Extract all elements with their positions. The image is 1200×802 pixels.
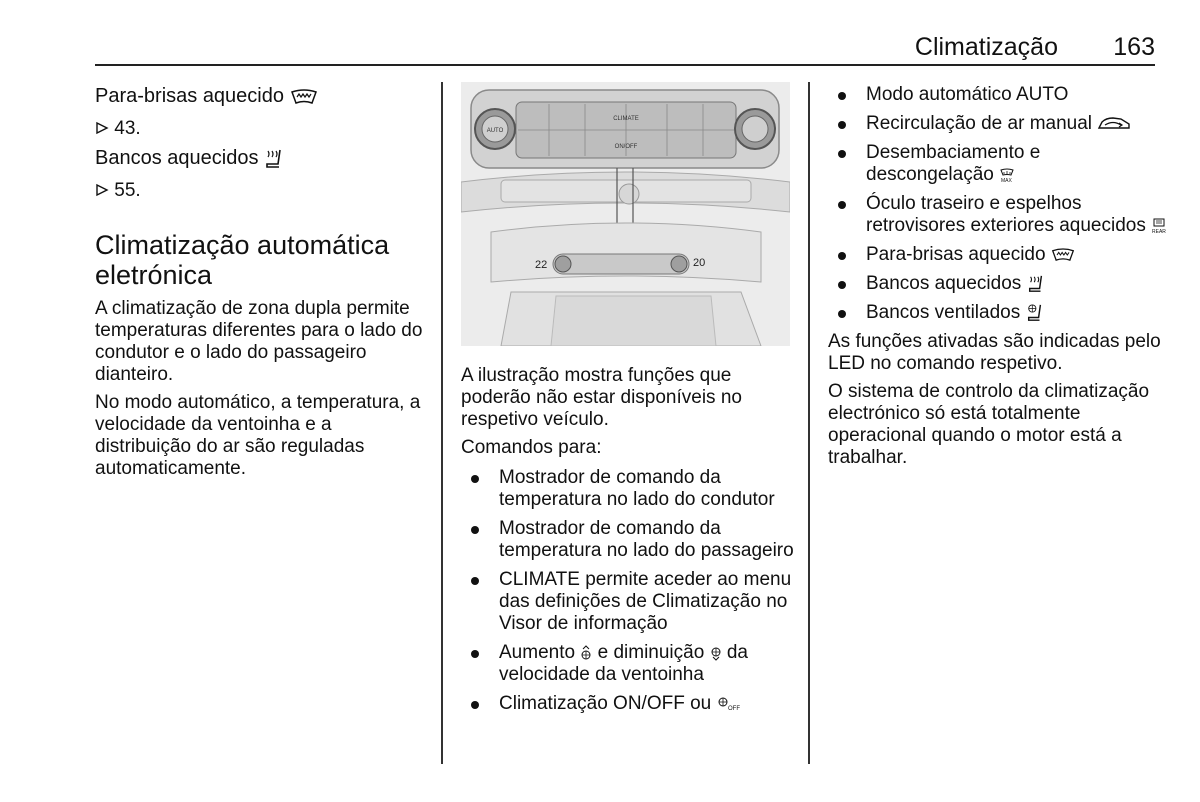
arrow-ref-icon [95,121,109,135]
recirculation-icon [1097,116,1131,132]
column-divider-right [808,82,810,764]
heated-windscreen-icon [290,89,318,105]
controls-list [461,467,796,715]
temperature-right: 20 [693,257,706,269]
heated-windscreen-icon [1051,248,1075,262]
heated-seat-icon [264,148,284,170]
arrow-ref-icon [95,183,109,197]
paragraph-led-indication: As funções ativadas são indicadas pelo LED no comando respetivo. [828,331,1161,374]
left-column [95,84,430,486]
svg-text:REAR: REAR [1152,228,1167,234]
heading-heated-seats: Bancos aquecidos [95,146,430,170]
right-column [828,84,1168,475]
paragraph-dual-zone: A climatização de zona dupla permite temperaturas diferentes para o lado do condutor e o lado do passageiro dianteiro. [95,298,423,385]
heading-heated-windscreen: Para-brisas aquecido [95,84,430,108]
chapter-title: Climatização [914,33,1058,61]
paragraph-auto-mode: No modo automático, a temperatura, a velocidade da ventoinha e a distribuição do ar são reguladas automaticamente. [95,392,421,479]
list-item: Aumento e diminuição da velocidade da ventoinha [461,642,796,686]
controls-intro: Comandos para: [461,437,602,458]
section-title: Climatização automática eletrónica [95,230,390,290]
ventilated-seat-icon [1026,303,1044,323]
climate-button-label: CLIMATE [613,116,639,122]
list-item: Bancos ventilados [828,302,1168,324]
list-item: Climatização ON/OFF ou OFF [461,693,796,715]
functions-list [828,84,1168,324]
onoff-button-label: ON/OFF [614,144,638,150]
list-item: Bancos aquecidos [828,273,1168,295]
page-ref-55[interactable]: 55. [95,180,430,202]
fan-off-icon [717,696,741,712]
list-item: Desembaciamento e descongelação MAX [828,142,1168,186]
heated-seat-icon [1027,274,1045,294]
list-item: Modo automático AUTO [828,84,1168,106]
header-rule [95,64,1155,66]
rear-window-heating-icon [1151,218,1167,234]
page-ref-43[interactable]: 43. [95,118,430,140]
page-number: 163 [1113,33,1155,61]
list-item: Mostrador de comando da temperatura no lado do passageiro [461,518,796,562]
climate-control-illustration [461,82,790,346]
temperature-left: 22 [535,259,548,271]
paragraph-system-operational: O sistema de controlo da climatização electrónico só está totalmente operacional quando o motor está a trabalhar. [828,381,1150,468]
middle-column [461,365,796,722]
fan-increase-icon [580,645,592,661]
illustration-caption: A ilustração mostra funções que poderão não estar disponíveis no respetivo veículo. [461,365,742,430]
list-item: Óculo traseiro e espelhos retrovisores exteriores aquecidos REAR [828,193,1168,237]
column-divider-left [441,82,443,764]
defrost-max-icon [999,167,1015,183]
svg-text:OFF: OFF [727,705,740,712]
page-header [95,33,1155,63]
list-item: Recirculação de ar manual [828,113,1168,135]
list-item: CLIMATE permite aceder ao menu das definições de Climatização no Visor de informação [461,569,796,635]
svg-text:MAX: MAX [1001,177,1012,183]
list-item: Para-brisas aquecido [828,244,1168,266]
fan-decrease-icon [710,645,722,661]
dashboard-drawing [461,82,790,346]
auto-button-label: AUTO [486,128,504,134]
list-item: Mostrador de comando da temperatura no lado do condutor [461,467,796,511]
